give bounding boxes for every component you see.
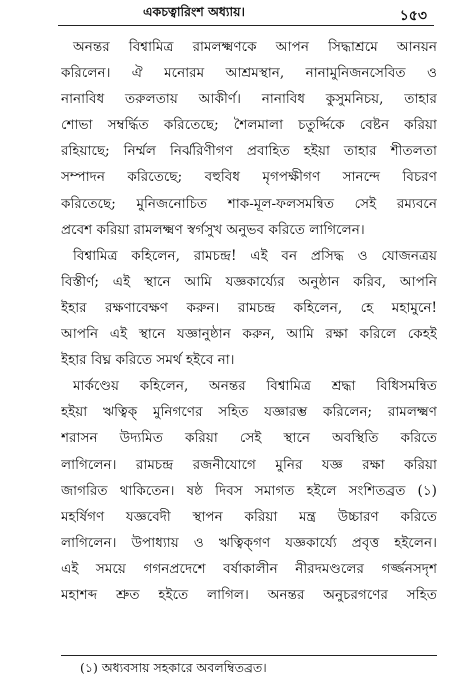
body-text bbox=[61, 34, 437, 608]
footnote: (১) অধ্যবসায় সহকারে অবলম্বিতব্রত। bbox=[80, 660, 267, 675]
text-line: রহিয়াছে; নির্ম্মল নির্ঝরিণীগণ প্রবাহিত হইয়া তাহার শীতলতা bbox=[61, 143, 437, 160]
text-line: আপনি এই স্থানে যজ্ঞানুষ্ঠান করুন, আমি রক্ষা করিলে কেহই bbox=[61, 326, 437, 343]
text-line: ইহার রক্ষণাবেক্ষণ করুন। রামচন্দ্র কহিলেন, হে মহামুনে! bbox=[61, 299, 437, 316]
text-line: শোভা সম্বর্দ্ধিত করিতেছে; শৈলমালা চতুর্দ্দিকে বেষ্টন করিয়া bbox=[61, 117, 437, 134]
text-line: বিশ্বামিত্র কহিলেন, রামচন্দ্র! এই বন প্রসিদ্ধ ও যোজনত্রয় bbox=[73, 247, 437, 264]
running-header bbox=[0, 4, 460, 24]
text-line: সম্পাদন করিতেছে; বহুবিধ মৃগপক্ষীগণ সানন্দে বিচরণ bbox=[61, 169, 437, 186]
header-rule bbox=[58, 25, 434, 26]
text-line: মহর্ষিগণ যজ্ঞবেদী স্থাপন করিয়া মন্ত্র উচ্চারণ করিতে bbox=[61, 508, 437, 525]
text-line: লাগিলেন। রামচন্দ্র রজনীযোগে মুনির যজ্ঞ রক্ষা করিয়া bbox=[61, 456, 437, 473]
text-line: করিতেছে; মুনিজনোচিত শাক-মূল-ফলসমন্বিত সেই রম্যবনে bbox=[61, 195, 437, 212]
page-number: ১৫৩ bbox=[399, 8, 427, 24]
text-line: প্রবেশ করিয়া রামলক্ষ্মণ স্বর্গসুখ অনুভব করিতে লাগিলেন। bbox=[61, 221, 365, 238]
text-line: নানাবিধ তরুলতায় আকীর্ণ। নানাবিধ কুসুমনিচয়, তাহার bbox=[61, 91, 437, 108]
text-line: এই সময়ে গগনপ্রদেশে বর্ষাকালীন নীরদমণ্ডলের গর্জ্জনসদৃশ bbox=[61, 560, 437, 577]
footnote-rule bbox=[61, 655, 437, 656]
text-line: করিলেন। ঐ মনোরম আশ্রমস্থান, নানামুনিজনসেবিত ও bbox=[61, 65, 437, 82]
text-line: লাগিলেন। উপাধ্যায় ও ঋত্বিক্গণ যজ্ঞকার্য্যে প্রবৃত্ত হইলেন। bbox=[61, 534, 437, 551]
text-line: হইয়া ঋত্বিক্ মুনিগণের সহিত যজ্ঞারম্ভ করিলেন; রামলক্ষ্মণ bbox=[61, 404, 437, 421]
chapter-title: একচত্বারিংশ অধ্যায়। bbox=[143, 4, 246, 19]
text-line: ইহার বিঘ্ন করিতে সমর্থ হইবে না। bbox=[61, 352, 235, 369]
text-line: বিস্তীর্ণ; এই স্থানে আমি যজ্ঞকার্য্যের অনুষ্ঠান করিব, আপনি bbox=[61, 273, 437, 290]
text-line: অনন্তর বিশ্বামিত্র রামলক্ষ্মণকে আপন সিদ্ধাশ্রমে আনয়ন bbox=[73, 39, 437, 55]
text-line: মার্কণ্ডেয় কহিলেন, অনন্তর বিশ্বামিত্র শ্রদ্ধা বিধিসমন্বিত bbox=[73, 378, 437, 395]
text-line: জাগরিত থাকিতেন। ষষ্ঠ দিবস সমাগত হইলে সংশিতব্রত (১) bbox=[61, 482, 437, 499]
text-line: শরাসন উদ্যমিত করিয়া সেই স্থানে অবস্থিতি করিতে bbox=[61, 430, 437, 447]
text-line: মহাশব্দ শ্রুত হইতে লাগিল। অনন্তর অনুচরগণের সহিত bbox=[61, 586, 437, 603]
